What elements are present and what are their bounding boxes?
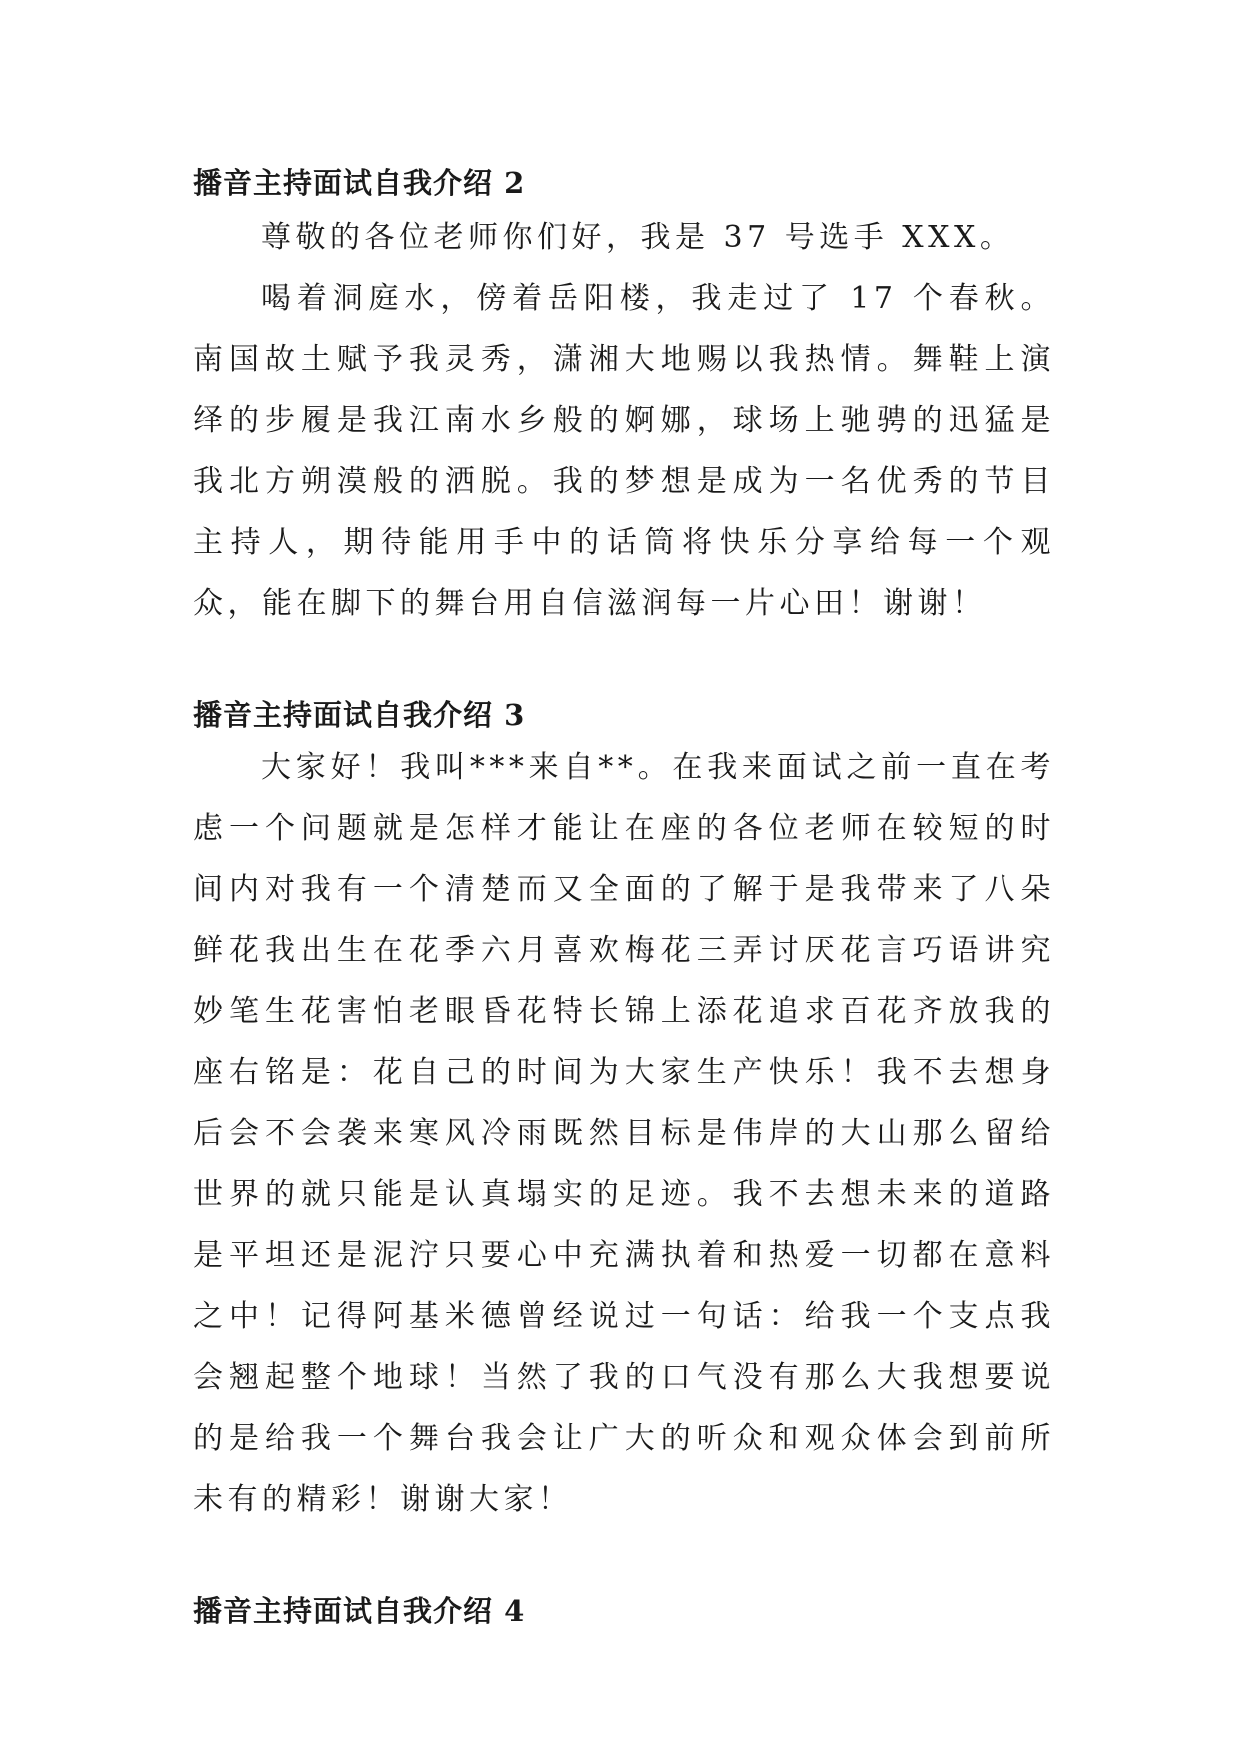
section-intro-4 xyxy=(193,1592,1055,1630)
section-intro-2 xyxy=(193,164,1055,634)
section-intro-3 xyxy=(193,696,1055,1530)
section-heading: 播音主持面试自我介绍 3 xyxy=(193,698,526,732)
section-heading: 播音主持面试自我介绍 2 xyxy=(193,166,526,200)
section-heading: 播音主持面试自我介绍 4 xyxy=(193,1594,526,1628)
paragraph-body: 大家好！我叫***来自**。在我来面试之前一直在考虑一个问题就是怎样才能让在座的各位老师在较短的时间内对我有一个清楚而又全面的了解于是我带来了八朵鲜花我出生在花季六月喜欢梅花三弄讨厌花言巧语讲究妙笔生花害怕老眼昏花特长锦上添花追求百花齐放我的座右铭是：花自己的时间为大家生产快乐！我不去想身后会不会袭来寒风冷雨既然目标是伟岸的大山那么留给世界的就只能是认真塌实的足迹。我不去想未来的道路是平坦还是泥泞只要心中充满执着和热爱一切都在意料之中！记得阿基米德曾经说过一句话：给我一个支点我会翘起整个地球！当然了我的口气没有那么大我想要说的是给我一个舞台我会让广大的听众和观众体会到前所未有的精彩！谢谢大家！ xyxy=(193,750,1055,1517)
document-content xyxy=(193,164,1055,1630)
paragraph-greeting: 尊敬的各位老师你们好，我是 37 号选手 XXX。 xyxy=(261,220,1015,255)
paragraph-body: 喝着洞庭水，傍着岳阳楼，我走过了 17 个春秋。南国故土赋予我灵秀，潇湘大地赐以我热情。舞鞋上演绎的步履是我江南水乡般的婀娜，球场上驰骋的迅猛是我北方朔漠般的洒脱。我的梦想是成为一名优秀的节目主持人，期待能用手中的话筒将快乐分享给每一个观众，能在脚下的舞台用自信滋润每一片心田！谢谢！ xyxy=(193,281,1055,621)
